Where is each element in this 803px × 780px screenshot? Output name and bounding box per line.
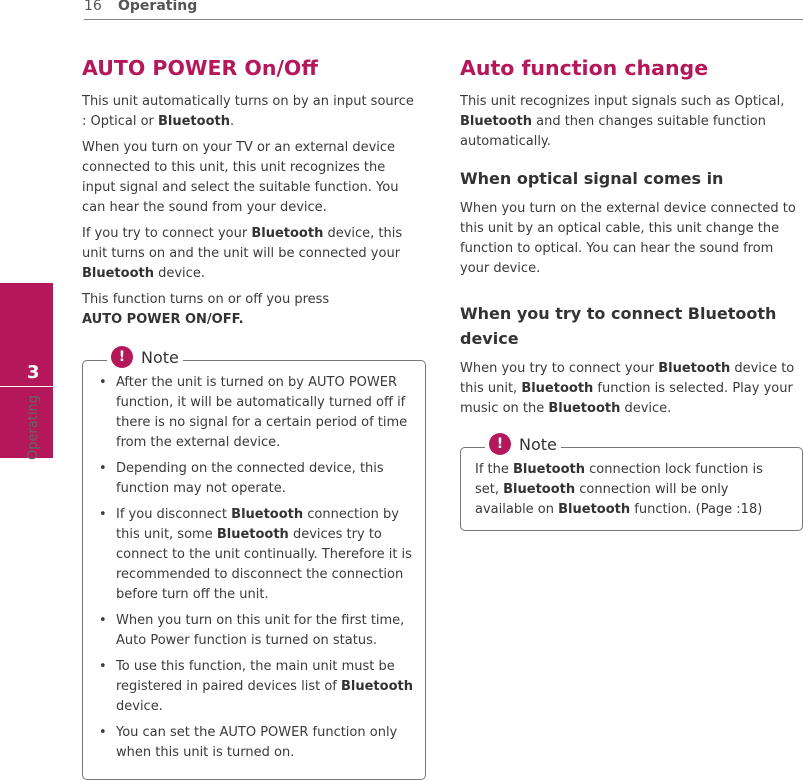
note-label: Note <box>519 434 557 454</box>
note-header <box>485 433 561 455</box>
bluetooth-description: When you try to connect your Bluetooth device to this unit, Bluetooth function is selected. Play your music on the Bluetooth device. <box>460 361 795 416</box>
note-header <box>107 346 183 368</box>
bluetooth-subheading: When you try to connect Bluetooth device <box>460 304 777 348</box>
list-item: • When you turn on this unit for the first time, Auto Power function is turned on status. <box>99 611 417 651</box>
auto-power-bluetooth-text: If you try to connect your Bluetooth device, this unit turns on and the unit will be connected your Bluetooth device. <box>82 226 403 281</box>
auto-function-heading: Auto function change <box>460 56 709 80</box>
section-title: Operating <box>118 0 198 14</box>
auto-power-description: When you turn on your TV or an external device connected to this unit, this unit recognizes the input signal and select the suitable function. You can hear the sound from your device. <box>82 140 399 215</box>
auto-function-intro: This unit recognizes input signals such as Optical, Bluetooth and then changes suitable function automatically. <box>460 94 785 149</box>
exclamation-icon: ! <box>489 433 511 455</box>
header-rule <box>84 19 803 20</box>
chapter-label: Operating <box>26 395 41 460</box>
optical-description: When you turn on the external device connected to this unit by an optical cable, this unit change the function to optical. You can hear the sound from your device. <box>460 201 796 276</box>
list-item: • If you disconnect Bluetooth connection by this unit, some Bluetooth devices try to connect to the unit continually. Therefore it is recommended to disconnect the connection before turn off the unit. <box>99 505 417 605</box>
page-number: 16 <box>84 0 102 14</box>
auto-power-key-text: This function turns on or off you press AUTO POWER ON/OFF. <box>82 292 330 327</box>
note-text: If the Bluetooth connection lock function is set, Bluetooth connection will be only available on Bluetooth function. (Page :18) <box>475 462 763 517</box>
auto-power-intro: This unit automatically turns on by an input source : Optical or Bluetooth. <box>82 94 414 129</box>
exclamation-icon: ! <box>111 346 133 368</box>
right-column <box>460 54 803 531</box>
list-item: • Depending on the connected device, this function may not operate. <box>99 459 417 499</box>
chapter-tab-rule <box>0 386 53 387</box>
note-box-right <box>460 434 803 531</box>
left-column <box>82 54 422 780</box>
note-box-left <box>82 347 426 780</box>
chapter-number: 3 <box>27 362 40 383</box>
note-label: Note <box>141 347 179 367</box>
optical-subheading: When optical signal comes in <box>460 169 724 188</box>
list-item: • You can set the AUTO POWER function only when this unit is turned on. <box>99 723 417 763</box>
auto-power-heading: AUTO POWER On/Off <box>82 56 318 80</box>
list-item: • To use this function, the main unit must be registered in paired devices list of Bluetooth device. <box>99 657 417 717</box>
note-list <box>83 361 425 779</box>
list-item: • After the unit is turned on by AUTO POWER function, it will be automatically turned off if there is no signal for a certain period of time from the external device. <box>99 373 417 453</box>
